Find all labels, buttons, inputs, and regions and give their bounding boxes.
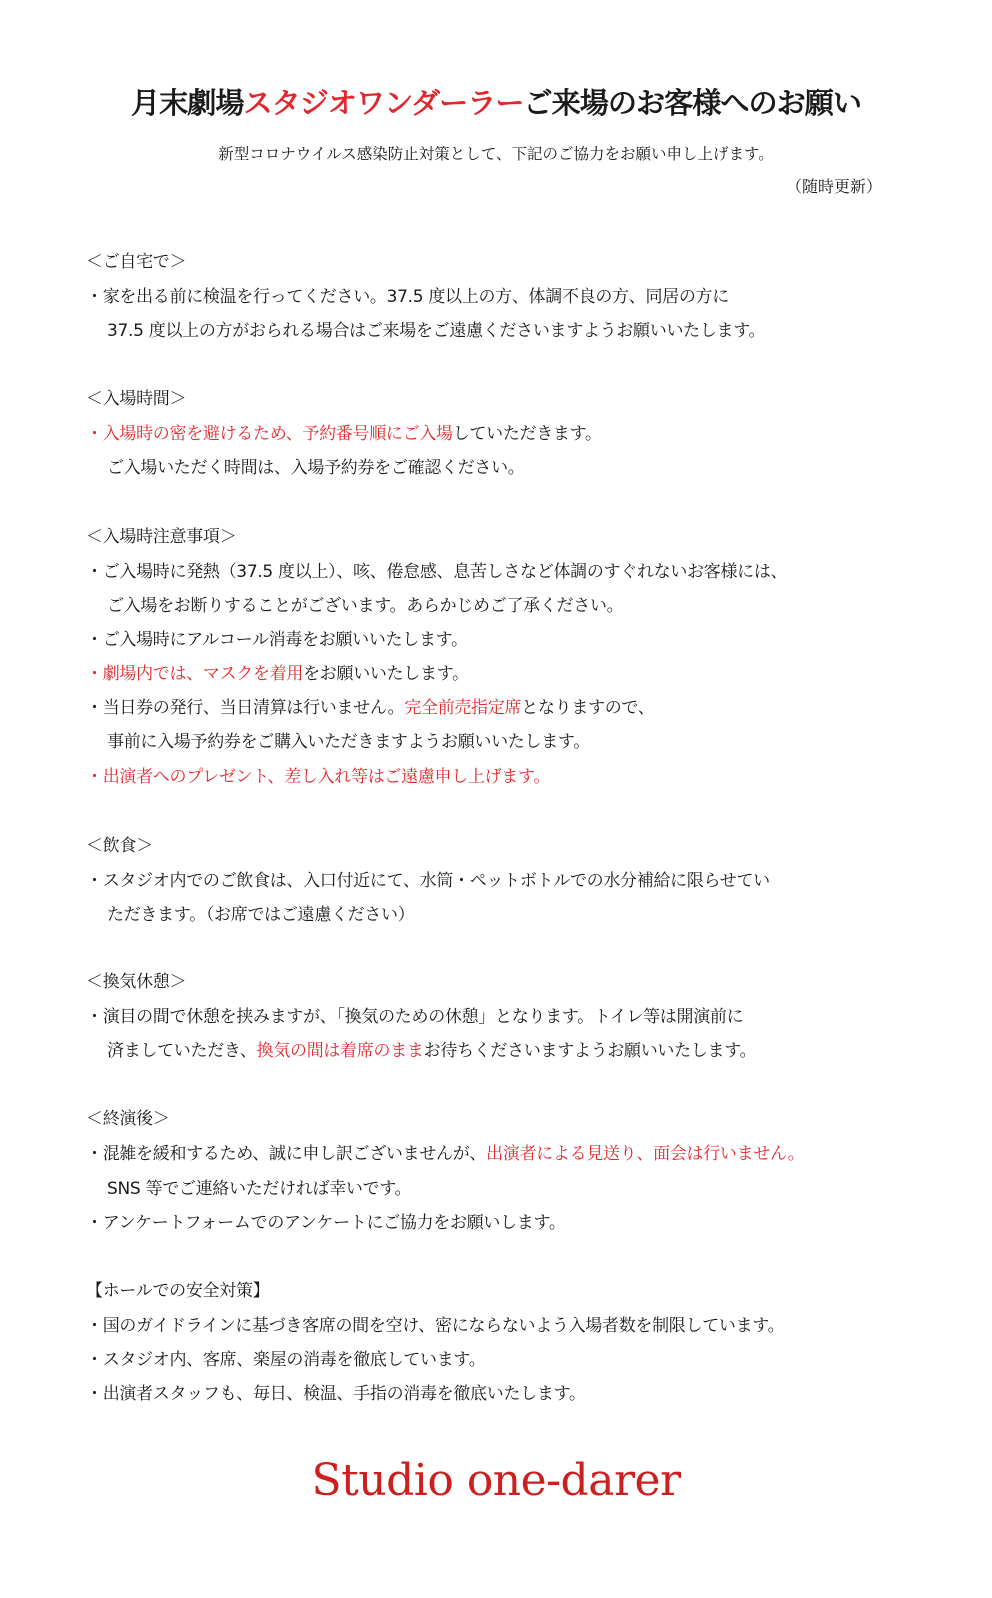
entry-time-line-2: ご入場いただく時間は、入場予約券をご確認ください。 (107, 458, 525, 478)
home-line-2: 37.5 度以上の方がおられる場合はご来場をご遠慮くださいますようお願いいたします。 (107, 321, 766, 341)
section-heading-entry-time: ＜入場時間＞ (86, 389, 187, 409)
after-line-2: SNS 等でご連絡いただければ幸いです。 (107, 1179, 412, 1199)
vent-highlight: 換気の間は着席のまま (256, 1041, 424, 1061)
mask-highlight: 劇場内では、マスクを着用 (102, 664, 304, 684)
title-suffix: ご来場のお客様へのお願い (523, 86, 862, 120)
bullet: ・ (86, 664, 103, 684)
section-heading-home: ＜ご自宅で＞ (86, 252, 187, 272)
after-highlight: 出演者による見送り、面会は行いません。 (486, 1144, 805, 1164)
entry-time-text: していただきます。 (452, 424, 602, 444)
entry-notes-line-2: ご入場をお断りすることがございます。あらかじめご了承ください。 (107, 596, 624, 616)
vent-line-1: ・演目の間で休憩を挟みますが、「換気のための休憩」となります。トイレ等は開演前に (86, 1007, 744, 1027)
mask-text: をお願いいたします。 (303, 664, 469, 684)
section-heading-ventilation: ＜換気休憩＞ (86, 972, 187, 992)
present-highlight: 出演者へのプレゼント、差し入れ等はご遠慮申し上げます。 (102, 767, 551, 787)
ticket-text-end: となりますので、 (521, 698, 655, 718)
vent-text: 済ましていただき、 (107, 1041, 257, 1061)
reserved-seat-highlight: 完全前売指定席 (404, 698, 522, 718)
food-line-2: ただきます。（お席ではご遠慮ください） (107, 905, 415, 925)
entry-time-highlight: 入場時の密を避けるため、予約番号順にご入場 (102, 424, 453, 444)
ticket-text: ・当日券の発行、当日清算は行いません。 (86, 698, 405, 718)
vent-text-end: お待ちくださいますようお願いいたします。 (423, 1041, 757, 1061)
page-title (0, 80, 992, 122)
intro-text: 新型コロナウイルス感染防止対策として、下記のご協力をお願い申し上げます。 (218, 145, 774, 163)
bullet: ・ (86, 767, 103, 787)
entry-notes-line-5 (86, 696, 655, 720)
section-heading-after-show: ＜終演後＞ (86, 1109, 170, 1129)
title-prefix: 月末劇場 (130, 86, 244, 120)
update-note: （随時更新） (785, 177, 882, 196)
hall-line-3: ・出演者スタッフも、毎日、検温、手指の消毒を徹底いたします。 (86, 1384, 586, 1404)
entry-time-line-1 (86, 422, 602, 446)
after-line-1 (86, 1142, 804, 1166)
food-line-1: ・スタジオ内でのご飲食は、入口付近にて、水筒・ペットボトルでの水分補給に限らせてい (86, 871, 770, 891)
entry-notes-line-1: ・ご入場時に発熱（37.5 度以上）、咳、倦怠感、息苦しさなど体調のすぐれないお客様には、 (86, 562, 788, 582)
entry-notes-line-7 (86, 765, 550, 789)
section-heading-entry-notes: ＜入場時注意事項＞ (86, 527, 237, 547)
hall-line-1: ・国のガイドラインに基づき客席の間を空け、密にならないよう入場者数を制限しています。 (86, 1316, 785, 1336)
section-heading-food: ＜飲食＞ (86, 836, 153, 856)
after-text: ・混雑を緩和するため、誠に申し訳ございませんが、 (86, 1144, 487, 1164)
entry-notes-line-6: 事前に入場予約券をご購入いただきますようお願いいたします。 (107, 732, 590, 752)
entry-notes-line-3: ・ご入場時にアルコール消毒をお願いいたします。 (86, 630, 468, 650)
bullet: ・ (86, 424, 103, 444)
entry-notes-line-4 (86, 662, 469, 686)
after-line-3: ・アンケートフォームでのアンケートにご協力をお願いします。 (86, 1213, 566, 1233)
title-venue-name: スタジオワンダーラー (243, 86, 524, 120)
home-line-1: ・家を出る前に検温を行ってください。37.5 度以上の方、体調不良の方、同居の方に (86, 287, 729, 307)
studio-logo: Studio one-darer (311, 1455, 681, 1506)
vent-line-2 (107, 1039, 756, 1063)
hall-line-2: ・スタジオ内、客席、楽屋の消毒を徹底しています。 (86, 1350, 486, 1370)
section-heading-hall-safety: 【ホールでの安全対策】 (86, 1281, 270, 1301)
